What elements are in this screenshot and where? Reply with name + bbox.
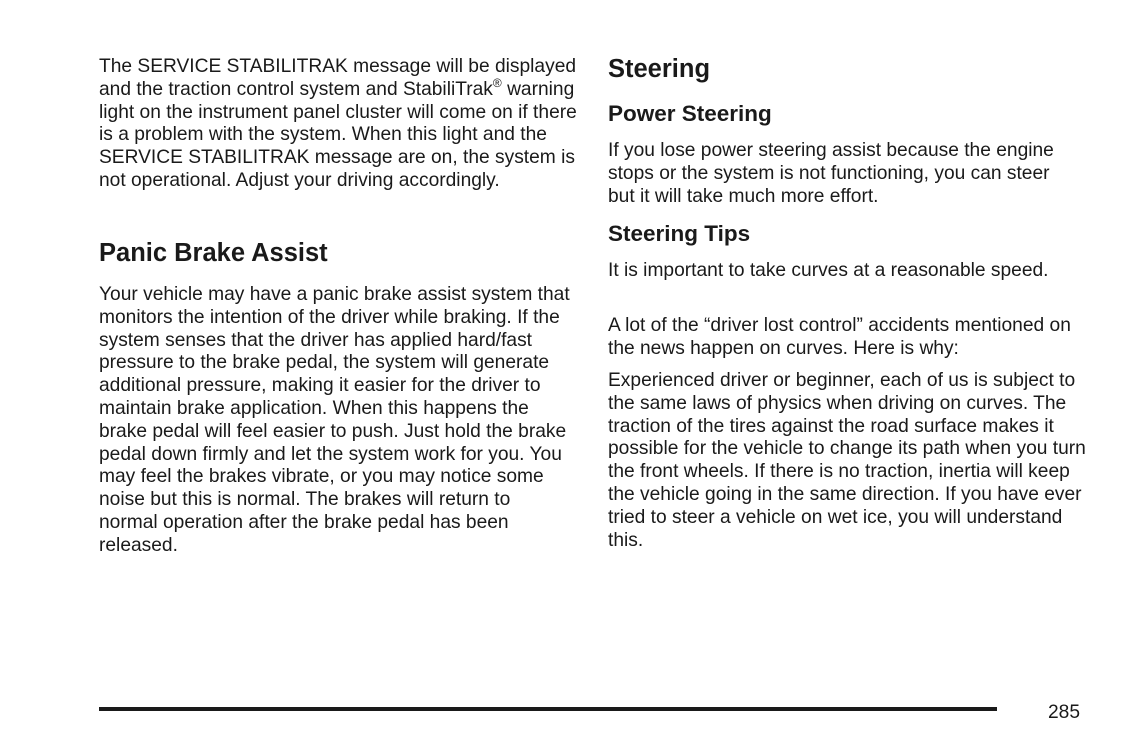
steering-heading: Steering	[608, 55, 711, 83]
footer-rule	[99, 707, 997, 711]
steering-tips-paragraph-2: A lot of the “driver lost control” accidents mentioned on the news happen on curves. Here is why:	[608, 315, 1071, 359]
registered-mark: ®	[492, 75, 502, 90]
panic-brake-assist-heading: Panic Brake Assist	[99, 239, 328, 267]
power-steering-paragraph: If you lose power steering assist because the engine stops or the system is not functioning, you can steer but it will take much more effort.	[608, 140, 1054, 207]
stabilitrak-text-part1: The SERVICE STABILITRAK message will be displayed and the traction control system and StabiliTrak	[99, 56, 577, 100]
steering-tips-paragraph-1: It is important to take curves at a reasonable speed.	[608, 260, 1049, 281]
page-number: 285	[1048, 702, 1081, 723]
stabilitrak-paragraph	[99, 56, 581, 193]
steering-tips-heading: Steering Tips	[608, 221, 751, 246]
stabilitrak-text-part2: warning light on the instrument panel cluster will come on if there is a problem with the system. When this light and the SERVICE STABILITRAK message are on, the system is not operational. Adjust your driving accordingly.	[99, 78, 577, 191]
steering-tips-paragraph-3: Experienced driver or beginner, each of us is subject to the same laws of physics when driving on curves. The traction of the tires against the road surface makes it possible for the vehicle to change its path when you turn the front wheels. If there is no traction, inertia will keep the vehicle going in the same direction. If you have ever tried to steer a vehicle on wet ice, you will understand this.	[608, 370, 1086, 551]
power-steering-heading: Power Steering	[608, 101, 772, 126]
panic-brake-assist-paragraph: Your vehicle may have a panic brake assist system that monitors the intention of the driver while braking. If the system senses that the driver has applied hard/fast pressure to the brake pedal, the system will generate additional pressure, making it easier for the driver to maintain brake application. When this happens the brake pedal will feel easier to push. Just hold the brake pedal down firmly and let the system work for you. You may feel the brakes vibrate, or you may notice some noise but this is normal. The brakes will return to normal operation after the brake pedal has been released.	[99, 284, 570, 556]
